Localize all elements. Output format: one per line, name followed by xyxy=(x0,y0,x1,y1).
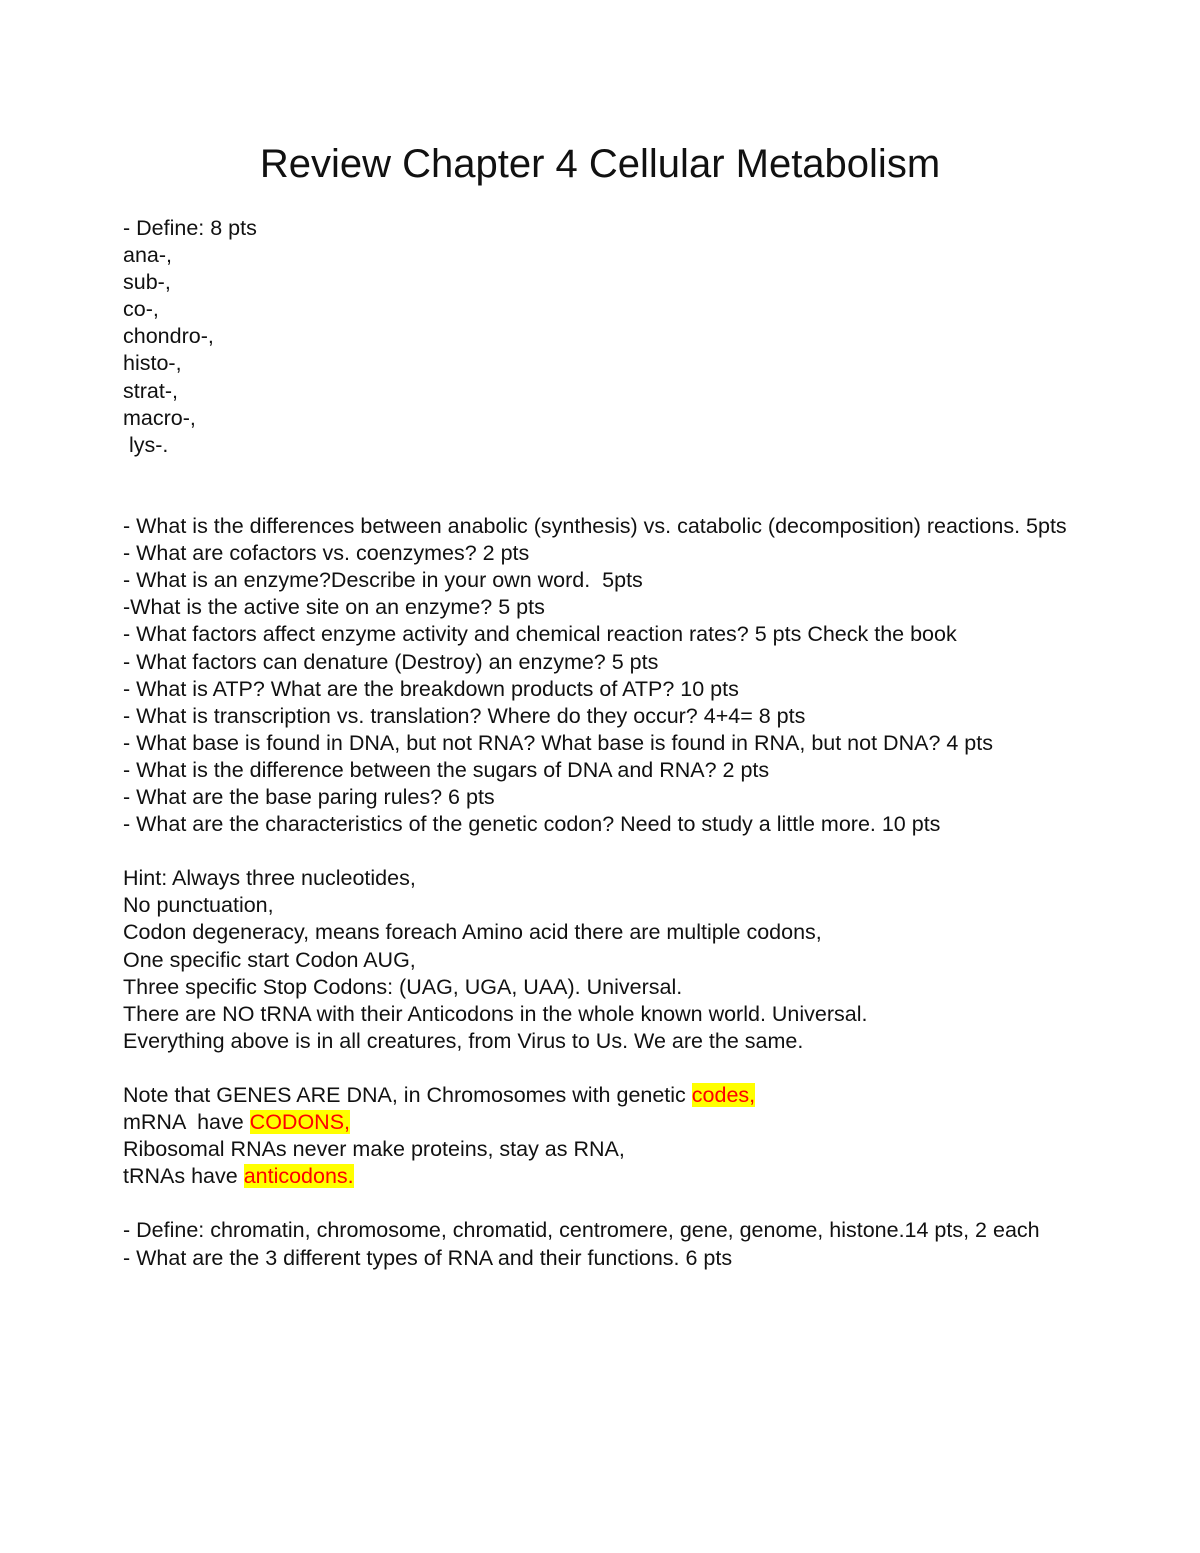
define-term: macro-, xyxy=(123,405,196,430)
question-item: - What is an enzyme?Describe in your own word. 5pts xyxy=(123,568,643,593)
final-question: - What are the 3 different types of RNA and their functions. 6 pts xyxy=(123,1245,733,1270)
question-item: - What are the characteristics of the genetic codon? Need to study a little more. 10 pts xyxy=(123,812,941,837)
hint-line: Everything above is in all creatures, from Virus to Us. We are the same. xyxy=(123,1028,804,1053)
define-term: strat-, xyxy=(123,378,178,403)
hint-line: Hint: Always three nucleotides, xyxy=(123,866,416,891)
question-item: - What is the differences between anabolic (synthesis) vs. catabolic (decomposition) reactions. 5pts xyxy=(123,514,1067,539)
note-line-trna xyxy=(123,1163,1083,1190)
note-text: mRNA have xyxy=(123,1110,250,1135)
hint-line: No punctuation, xyxy=(123,893,274,918)
question-item: -What is the active site on an enzyme? 5 pts xyxy=(123,595,545,620)
spacer xyxy=(123,486,1083,513)
highlight-codes: codes, xyxy=(691,1083,756,1107)
question-item: - What factors affect enzyme activity and chemical reaction rates? 5 pts Check the book xyxy=(123,622,957,647)
highlight-anticodons: anticodons. xyxy=(243,1164,354,1189)
note-line-ribosomal: Ribosomal RNAs never make proteins, stay as RNA, xyxy=(123,1137,625,1162)
question-item: - What are the base paring rules? 6 pts xyxy=(123,784,495,809)
define-term: co-, xyxy=(123,297,159,322)
hint-line: Codon degeneracy, means foreach Amino acid there are multiple codons, xyxy=(123,920,822,945)
define-heading: - Define: 8 pts xyxy=(123,216,257,240)
question-item: - What factors can denature (Destroy) an enzyme? 5 pts xyxy=(123,649,659,674)
hint-line: Three specific Stop Codons: (UAG, UGA, UAA). Universal. xyxy=(123,974,683,999)
note-line-genes xyxy=(123,1082,1083,1109)
note-text: tRNAs have xyxy=(123,1164,244,1189)
define-term: histo-, xyxy=(123,351,182,376)
final-question: - Define: chromatin, chromosome, chromatid, centromere, gene, genome, histone.14 pts, 2 each xyxy=(123,1218,1040,1243)
document-body xyxy=(123,215,1083,1272)
hint-line: There are NO tRNA with their Anticodons in the whole known world. Universal. xyxy=(123,1001,868,1026)
spacer xyxy=(123,1055,1083,1082)
note-line-mrna xyxy=(123,1109,1083,1136)
hint-line: One specific start Codon AUG, xyxy=(123,947,416,972)
question-item: - What is transcription vs. translation? Where do they occur? 4+4= 8 pts xyxy=(123,703,806,728)
document-title: Review Chapter 4 Cellular Metabolism xyxy=(259,142,941,186)
spacer xyxy=(123,838,1083,865)
define-term: lys-. xyxy=(123,432,169,457)
highlight-codons: CODONS, xyxy=(249,1110,351,1135)
define-term: chondro-, xyxy=(123,324,214,349)
spacer xyxy=(123,1190,1083,1217)
question-item: - What is ATP? What are the breakdown products of ATP? 10 pts xyxy=(123,676,739,701)
define-term: ana-, xyxy=(123,243,173,268)
note-text: Note that GENES ARE DNA, in Chromosomes with genetic xyxy=(123,1083,692,1107)
question-item: - What base is found in DNA, but not RNA? What base is found in RNA, but not DNA? 4 pts xyxy=(123,730,993,755)
question-item: - What is the difference between the sugars of DNA and RNA? 2 pts xyxy=(123,757,770,782)
spacer xyxy=(123,459,1083,486)
question-item: - What are cofactors vs. coenzymes? 2 pts xyxy=(123,541,530,566)
define-term: sub-, xyxy=(123,270,171,295)
